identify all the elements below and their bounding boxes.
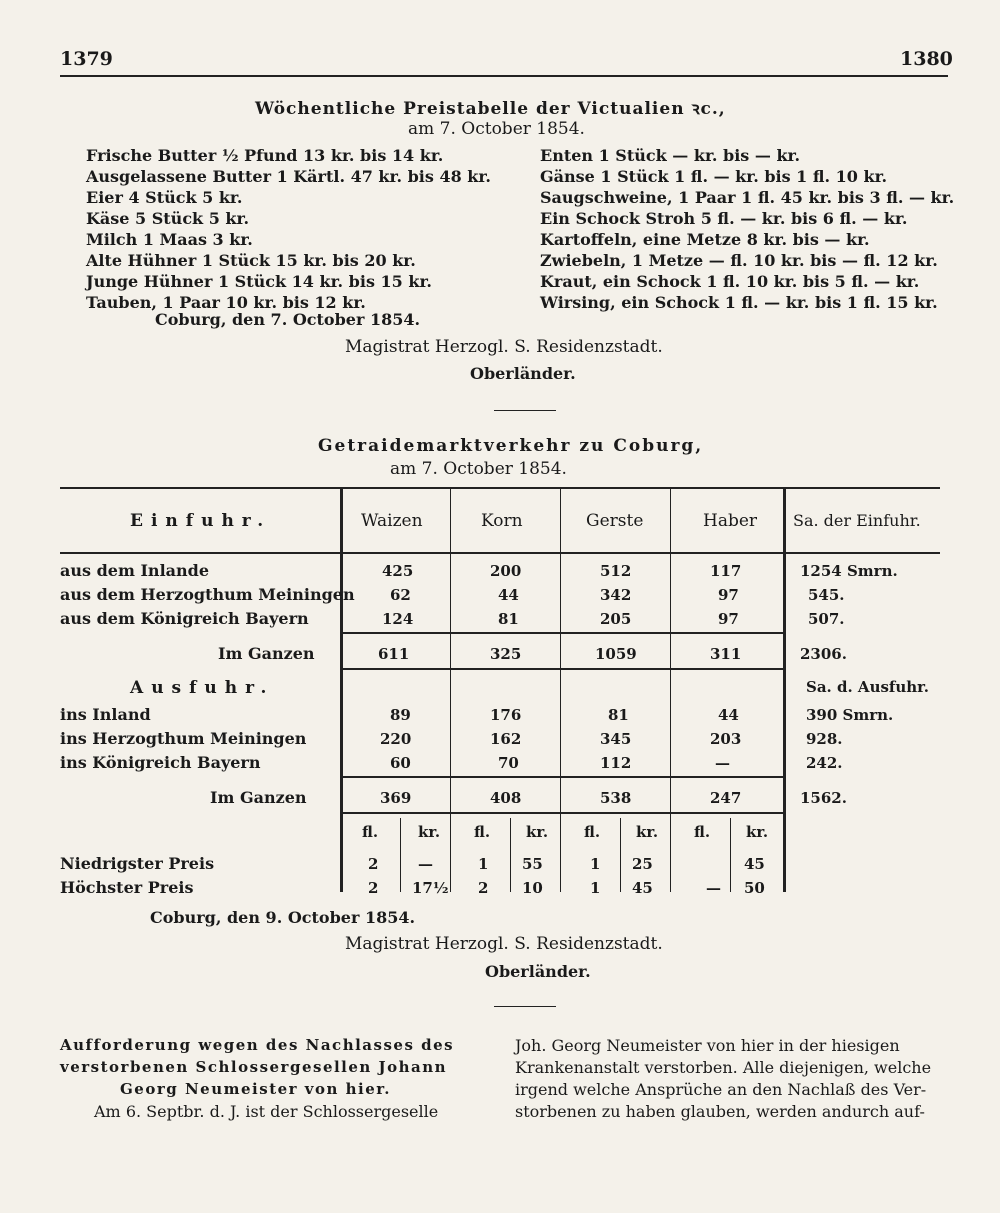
price-table-title: Wöchentliche Preistabelle der Victualien ꝛc., <box>255 99 726 119</box>
row-label: aus dem Inlande <box>60 561 210 580</box>
notice-heading-line: verstorbenen Schlossergesellen Johann <box>60 1058 448 1076</box>
header-waizen: Waizen <box>361 511 423 531</box>
cell-sum: 390 Smrn. <box>806 706 894 724</box>
price-item: Alte Hühner 1 Stück 15 kr. bis 20 kr. <box>86 251 416 270</box>
cell: — <box>418 855 433 873</box>
cell: 112 <box>600 754 632 772</box>
cell: 55 <box>522 855 543 873</box>
cell-sum: 242. <box>806 754 843 772</box>
unit-kr: kr. <box>746 823 769 841</box>
cell: 62 <box>390 586 411 604</box>
price-item: Käse 5 Stück 5 kr. <box>86 209 250 228</box>
market-title: Getraidemarktverkehr zu Coburg, <box>318 436 704 456</box>
notice-left-body: Am 6. Septbr. d. J. ist der Schlossergeselle <box>94 1102 439 1121</box>
header-korn: Korn <box>481 511 523 531</box>
price-item: Wirsing, ein Schock 1 fl. — kr. bis 1 fl. 15 kr. <box>540 293 938 312</box>
price-signer: Oberländer. <box>470 364 576 383</box>
cell: 17½ <box>412 879 449 897</box>
notice-right-line: Krankenanstalt verstorben. Alle diejenigen, welche <box>515 1058 932 1077</box>
price-item: Frische Butter ½ Pfund 13 kr. bis 14 kr. <box>86 146 444 165</box>
header-einfuhr: Einfuhr. <box>130 511 272 531</box>
price-item: Kraut, ein Schock 1 fl. 10 kr. bis 5 fl. — kr. <box>540 272 920 291</box>
cell-sum: 1254 Smrn. <box>800 562 898 580</box>
cell: — <box>706 879 721 897</box>
cell-sum: 507. <box>808 610 845 628</box>
cell: — <box>715 754 730 772</box>
price-item: Ausgelassene Butter 1 Kärtl. 47 kr. bis 48 kr. <box>86 167 491 186</box>
market-date: am 7. October 1854. <box>390 459 567 479</box>
cell-sum: 2306. <box>800 645 847 663</box>
price-authority: Magistrat Herzogl. S. Residenzstadt. <box>345 337 663 357</box>
cell: 97 <box>718 586 739 604</box>
cell: 408 <box>490 789 522 807</box>
row-label: ins Inland <box>60 705 151 724</box>
cell: 162 <box>490 730 522 748</box>
price-list-left <box>86 145 491 313</box>
total-top-rule <box>340 632 786 634</box>
col-divider <box>560 487 561 892</box>
cell-sum: 928. <box>806 730 843 748</box>
cell: 89 <box>390 706 411 724</box>
market-authority: Magistrat Herzogl. S. Residenzstadt. <box>345 934 663 954</box>
cell: 203 <box>710 730 742 748</box>
price-table-date: am 7. October 1854. <box>408 119 585 139</box>
cell: 2 <box>368 855 379 873</box>
cell: 44 <box>498 586 519 604</box>
total-label: Im Ganzen <box>210 788 307 807</box>
section-divider <box>494 1006 556 1007</box>
cell: 311 <box>710 645 742 663</box>
table-left-border <box>340 487 343 892</box>
cell: 176 <box>490 706 522 724</box>
price-item: Enten 1 Stück — kr. bis — kr. <box>540 146 801 165</box>
cell: 220 <box>380 730 412 748</box>
header-sum: Sa. der Einfuhr. <box>793 511 921 530</box>
cell: 247 <box>710 789 742 807</box>
unit-fl: fl. <box>694 823 711 841</box>
export-header: Ausfuhr. <box>130 678 275 698</box>
col-divider <box>450 487 451 892</box>
unit-fl: fl. <box>474 823 491 841</box>
notice-right-line: Joh. Georg Neumeister von hier in der hiesigen <box>515 1036 900 1055</box>
price-item: Junge Hühner 1 Stück 14 kr. bis 15 kr. <box>86 272 432 291</box>
row-label: Niedrigster Preis <box>60 854 215 873</box>
header-rule <box>60 75 948 77</box>
cell: 538 <box>600 789 632 807</box>
cell: 342 <box>600 586 632 604</box>
cell: 10 <box>522 879 543 897</box>
unit-kr: kr. <box>418 823 441 841</box>
subcol-divider <box>400 818 401 892</box>
row-label: aus dem Königreich Bayern <box>60 609 309 628</box>
unit-kr: kr. <box>526 823 549 841</box>
row-label: aus dem Herzogthum Meiningen <box>60 585 355 604</box>
notice-heading-line: Aufforderung wegen des Nachlasses des <box>60 1036 455 1054</box>
header-gerste: Gerste <box>586 511 644 531</box>
cell: 70 <box>498 754 519 772</box>
total-label: Im Ganzen <box>218 644 315 663</box>
cell: 2 <box>478 879 489 897</box>
price-item: Milch 1 Maas 3 kr. <box>86 230 253 249</box>
cell: 60 <box>390 754 411 772</box>
cell: 1 <box>590 879 601 897</box>
page-number-right: 1380 <box>900 48 953 70</box>
cell: 81 <box>608 706 629 724</box>
cell: 117 <box>710 562 742 580</box>
cell: 81 <box>498 610 519 628</box>
row-label: ins Herzogthum Meiningen <box>60 729 307 748</box>
col-divider <box>670 487 671 892</box>
price-item: Gänse 1 Stück 1 fl. — kr. bis 1 fl. 10 kr. <box>540 167 888 186</box>
cell: 1059 <box>595 645 637 663</box>
subcol-divider <box>730 818 731 892</box>
price-item: Kartoffeln, eine Metze 8 kr. bis — kr. <box>540 230 870 249</box>
cell: 425 <box>382 562 414 580</box>
notice-right-line: storbenen zu haben glauben, werden andurch auf- <box>515 1102 925 1121</box>
market-signer: Oberländer. <box>485 962 591 981</box>
price-item: Saugschweine, 1 Paar 1 fl. 45 kr. bis 3 fl. — kr. <box>540 188 955 207</box>
row-label: Höchster Preis <box>60 878 194 897</box>
cell: 1 <box>478 855 489 873</box>
cell: 200 <box>490 562 522 580</box>
subcol-divider <box>510 818 511 892</box>
row-label: ins Königreich Bayern <box>60 753 261 772</box>
unit-fl: fl. <box>362 823 379 841</box>
notice-heading-line: Georg Neumeister von hier. <box>120 1080 392 1098</box>
unit-fl: fl. <box>584 823 601 841</box>
cell: 611 <box>378 645 410 663</box>
cell: 325 <box>490 645 522 663</box>
total-top-rule <box>340 776 786 778</box>
subcol-divider <box>620 818 621 892</box>
cell: 369 <box>380 789 412 807</box>
cell: 1 <box>590 855 601 873</box>
cell: 124 <box>382 610 414 628</box>
cell-sum: 1562. <box>800 789 847 807</box>
export-sum-header: Sa. d. Ausfuhr. <box>806 678 929 696</box>
price-item: Tauben, 1 Paar 10 kr. bis 12 kr. <box>86 293 366 312</box>
unit-kr: kr. <box>636 823 659 841</box>
price-item: Ein Schock Stroh 5 fl. — kr. bis 6 fl. — kr. <box>540 209 908 228</box>
total-bottom-rule <box>340 812 786 814</box>
section-divider <box>494 410 556 411</box>
price-item: Zwiebeln, 1 Metze — fl. 10 kr. bis — fl. 12 kr. <box>540 251 938 270</box>
price-list-right <box>540 145 954 313</box>
price-item: Eier 4 Stück 5 kr. <box>86 188 243 207</box>
table-right-border <box>783 487 786 892</box>
cell: 345 <box>600 730 632 748</box>
cell-sum: 545. <box>808 586 845 604</box>
cell: 50 <box>744 879 765 897</box>
market-place-date: Coburg, den 9. October 1854. <box>150 908 416 927</box>
cell: 45 <box>632 879 653 897</box>
price-place-date: Coburg, den 7. October 1854. <box>155 310 421 329</box>
total-bottom-rule <box>340 668 786 670</box>
table-top-rule <box>60 487 940 489</box>
cell: 25 <box>632 855 653 873</box>
cell: 45 <box>744 855 765 873</box>
cell: 205 <box>600 610 632 628</box>
cell: 512 <box>600 562 632 580</box>
page-number-left: 1379 <box>60 48 113 70</box>
cell: 97 <box>718 610 739 628</box>
notice-right-line: irgend welche Ansprüche an den Nachlaß des Ver- <box>515 1080 927 1099</box>
table-header-rule <box>60 552 940 554</box>
header-haber: Haber <box>703 511 758 531</box>
cell: 2 <box>368 879 379 897</box>
cell: 44 <box>718 706 739 724</box>
